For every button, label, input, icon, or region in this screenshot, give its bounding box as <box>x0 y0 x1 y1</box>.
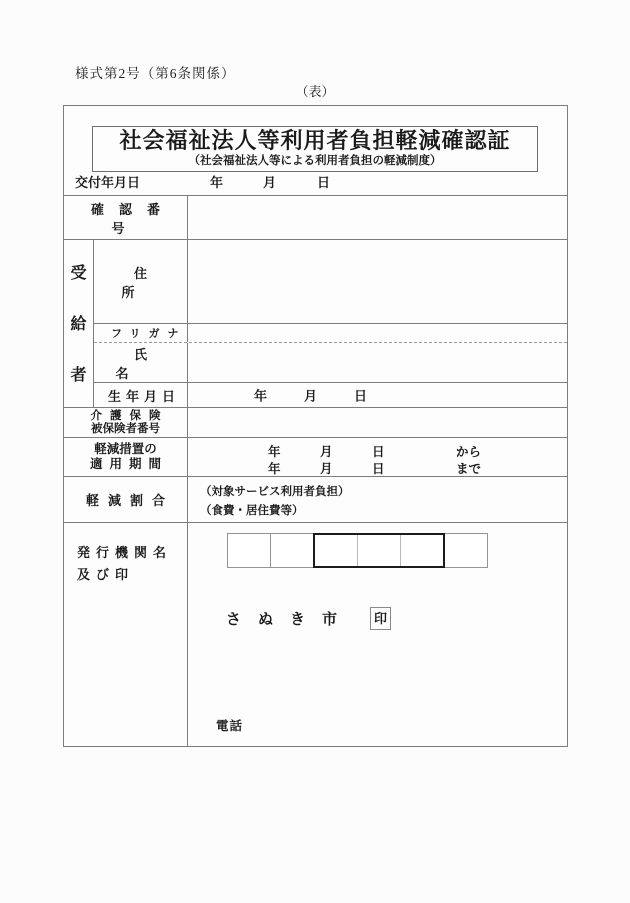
issue-date-label: 交付年月日 <box>75 175 141 190</box>
reduction-period-row <box>64 438 567 477</box>
issuer-label-line2: 及び印 <box>77 567 135 582</box>
period-to-suffix: まで <box>456 462 482 476</box>
birth-day-unit: 日 <box>354 388 368 404</box>
birthdate-row <box>94 383 567 407</box>
period-to-month: 月 <box>320 462 333 476</box>
confirmation-number-row <box>64 196 567 240</box>
issuer-code-grid <box>227 533 487 568</box>
certificate-title: 社会福祉法人等利用者負担軽減確認証 <box>119 128 511 153</box>
period-from-line <box>188 441 567 458</box>
certificate-subtitle: （社会福祉法人等による利用者負担の軽減制度） <box>188 155 442 167</box>
period-to-line <box>188 458 567 475</box>
address-label: 住所 <box>121 265 172 300</box>
seal-mark: 印 <box>370 607 391 630</box>
address-value <box>188 240 567 323</box>
insurance-label-line1: 介護保険 <box>90 409 169 422</box>
period-from-suffix: から <box>456 445 482 459</box>
rate-note-meals: （食費・居住費等） <box>200 505 304 517</box>
code-cell <box>227 533 271 568</box>
title-box <box>92 126 538 172</box>
code-cell <box>401 535 443 566</box>
birth-year-unit: 年 <box>254 388 268 404</box>
certificate-sheet <box>63 105 568 747</box>
period-from-year: 年 <box>268 445 281 459</box>
period-label-line2: 適用期間 <box>89 457 168 471</box>
code-cell-group <box>313 533 445 568</box>
rate-note-service: （対象サービス利用者負担） <box>200 486 350 498</box>
period-to-day: 日 <box>372 462 385 476</box>
issue-date-year-unit: 年 <box>210 175 224 190</box>
insurance-number-value <box>188 408 567 437</box>
code-cell <box>315 535 358 566</box>
name-label: 氏名 <box>115 346 184 381</box>
recipient-group-label <box>64 240 94 407</box>
form-number: 様式第2号（第6条関係） <box>75 66 236 81</box>
furigana-label: フリガナ <box>111 328 187 341</box>
side-label: （表） <box>295 84 335 99</box>
issue-date-day-unit: 日 <box>317 175 331 190</box>
name-value <box>188 343 567 382</box>
issuer-row <box>64 523 567 746</box>
furigana-value <box>188 324 567 342</box>
insurance-number-row <box>64 408 567 438</box>
period-label-line1: 軽減措置の <box>94 442 157 456</box>
period-from-month: 月 <box>320 445 333 459</box>
code-cell <box>358 535 401 566</box>
recipient-char-1: 受 <box>70 265 87 282</box>
birth-month-unit: 月 <box>304 388 318 404</box>
phone-label: 電話 <box>216 719 244 733</box>
reduction-rate-label: 軽減割合 <box>85 493 174 508</box>
code-cell <box>270 533 314 568</box>
issuer-label-line1: 発行機関名 <box>77 545 173 560</box>
issue-date-month-unit: 月 <box>263 175 277 190</box>
reduction-rate-row <box>64 477 567 523</box>
recipient-char-2: 給 <box>70 316 87 333</box>
recipient-char-3: 者 <box>70 367 87 384</box>
confirmation-number-value <box>188 196 567 239</box>
address-row <box>94 240 567 324</box>
period-to-year: 年 <box>268 462 281 476</box>
confirmation-number-label: 確認番号 <box>90 201 175 236</box>
issue-date-row <box>64 171 567 195</box>
issuer-city-name: さぬき市 <box>226 611 355 628</box>
code-cell <box>444 533 488 568</box>
title-section <box>64 106 567 196</box>
recipient-block <box>64 240 567 408</box>
period-from-day: 日 <box>372 445 385 459</box>
insurance-label-line2: 被保険者番号 <box>91 422 160 435</box>
name-row <box>94 343 567 383</box>
birthdate-value <box>188 383 567 407</box>
birthdate-label: 生年月日 <box>108 388 181 404</box>
furigana-row <box>94 324 567 343</box>
